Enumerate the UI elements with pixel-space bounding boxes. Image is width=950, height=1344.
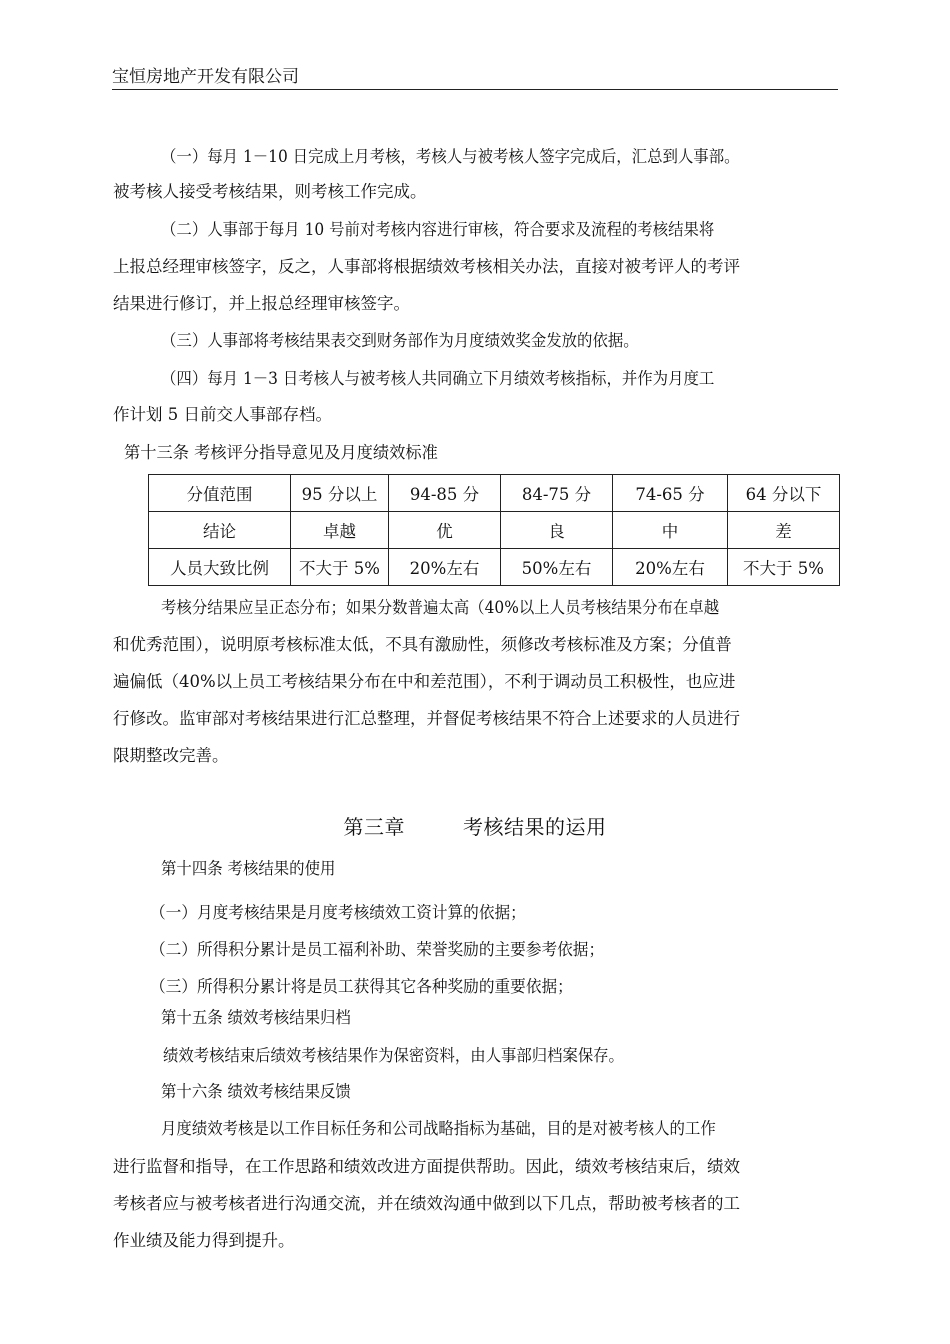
paragraph-line: 行修改。监审部对考核结果进行汇总整理，并督促考核结果不符合上述要求的人员进行	[113, 709, 740, 728]
paragraph-line: （二）人事部于每月 10 号前对考核内容进行审核，符合要求及流程的考核结果将	[161, 220, 715, 239]
paragraph-line: 进行监督和指导，在工作思路和绩效改进方面提供帮助。因此，绩效考核结束后，绩效	[113, 1157, 740, 1176]
paragraph-line: 结果进行修订，并上报总经理审核签字。	[113, 294, 410, 313]
paragraph-line: 和优秀范围），说明原考核标准太低，不具有激励性，须修改考核标准及方案；分值普	[113, 635, 732, 654]
paragraph-line: 绩效考核结束后绩效考核结果作为保密资料，由人事部归档案保存。	[163, 1046, 624, 1065]
table-row	[149, 475, 840, 512]
table-cell: 结论	[149, 512, 291, 549]
table-cell: 分值范围	[149, 475, 291, 512]
article-heading: 第十六条 绩效考核结果反馈	[161, 1082, 351, 1101]
list-item: （三）所得积分累计将是员工获得其它各种奖励的重要依据；	[150, 977, 573, 996]
company-name: 宝恒房地产开发有限公司	[112, 67, 299, 87]
table-cell: 84-75 分	[501, 475, 613, 512]
table-row	[149, 549, 840, 586]
paragraph-line: （三）人事部将考核结果表交到财务部作为月度绩效奖金发放的依据。	[161, 331, 639, 350]
table-cell: 卓越	[291, 512, 389, 549]
article-heading: 第十五条 绩效考核结果归档	[161, 1008, 351, 1027]
chapter-number: 第三章	[343, 815, 405, 839]
paragraph-line: 作业绩及能力得到提升。	[113, 1231, 295, 1250]
paragraph-line: （一）每月 1－10 日完成上月考核，考核人与被考核人签字完成后，汇总到人事部。	[161, 147, 740, 166]
article-heading: 第十四条 考核结果的使用	[161, 859, 336, 878]
table-cell: 50%左右	[501, 549, 613, 586]
table-cell: 20%左右	[613, 549, 728, 586]
table-cell: 良	[501, 512, 613, 549]
table-cell: 74-65 分	[613, 475, 728, 512]
table-cell: 中	[613, 512, 728, 549]
score-standard-table	[148, 474, 840, 586]
table-cell: 64 分以下	[728, 475, 840, 512]
paragraph-line: 月度绩效考核是以工作目标任务和公司战略指标为基础，目的是对被考核人的工作	[161, 1119, 716, 1138]
table-cell: 不大于 5%	[728, 549, 840, 586]
table-cell: 人员大致比例	[149, 549, 291, 586]
chapter-title: 考核结果的运用	[463, 815, 607, 839]
table-cell: 20%左右	[389, 549, 501, 586]
table-cell: 差	[728, 512, 840, 549]
paragraph-line: 限期整改完善。	[113, 746, 229, 765]
paragraph-line: （四）每月 1－3 日考核人与被考核人共同确立下月绩效考核指标，并作为月度工	[161, 369, 715, 388]
table-cell: 95 分以上	[291, 475, 389, 512]
paragraph-line: 上报总经理审核签字，反之，人事部将根据绩效考核相关办法，直接对被考评人的考评	[113, 257, 740, 276]
paragraph-line: 被考核人接受考核结果，则考核工作完成。	[113, 182, 427, 201]
list-item: （二）所得积分累计是员工福利补助、荣誉奖励的主要参考依据；	[150, 940, 605, 959]
page-header	[112, 66, 838, 90]
table-cell: 优	[389, 512, 501, 549]
list-item: （一）月度考核结果是月度考核绩效工资计算的依据；	[150, 903, 526, 922]
table-cell: 不大于 5%	[291, 549, 389, 586]
paragraph-line: 作计划 5 日前交人事部存档。	[113, 405, 332, 424]
article-heading: 第十三条 考核评分指导意见及月度绩效标准	[124, 443, 438, 462]
paragraph-line: 考核者应与被考核者进行沟通交流，并在绩效沟通中做到以下几点，帮助被考核者的工	[113, 1194, 740, 1213]
table-row	[149, 512, 840, 549]
paragraph-line: 遍偏低（40%以上员工考核结果分布在中和差范围），不利于调动员工积极性，也应进	[113, 672, 736, 691]
table-cell: 94-85 分	[389, 475, 501, 512]
chapter-heading	[0, 811, 950, 840]
paragraph-line: 考核分结果应呈正态分布；如果分数普遍太高（40%以上人员考核结果分布在卓越	[161, 598, 720, 617]
